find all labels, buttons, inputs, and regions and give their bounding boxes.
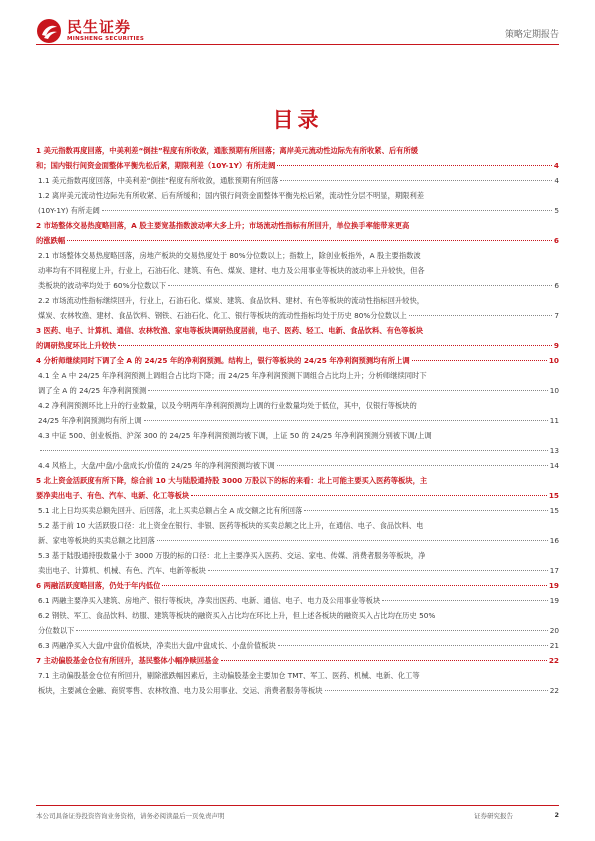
- footer-doc-type: 证券研究报告: [474, 812, 513, 820]
- toc-subsection-entry[interactable]: [36, 293, 559, 323]
- toc-section-entry[interactable]: [36, 578, 559, 593]
- toc-subsection-entry[interactable]: [36, 548, 559, 578]
- toc-entry-text: 24/25 年净利润预测均有所上调: [38, 416, 142, 425]
- toc-page-number: 13: [549, 446, 559, 455]
- toc-entry-text: 4.2 净利润预测环比上升的行业数量，以及今明两年净利润预测均上调的行业数量均处于低位，其中，仅银行等板块的: [38, 401, 417, 410]
- toc-page-number: 4: [554, 176, 559, 185]
- header-divider: [36, 44, 559, 45]
- toc-page-number: 6: [554, 281, 559, 290]
- toc-leader-dots: [382, 600, 547, 601]
- toc-entry-text: 分位数以下: [38, 626, 75, 635]
- toc-subsection-entry[interactable]: [36, 593, 559, 608]
- toc-entry-text: 6.2 钢铁、军工、食品饮料、纺服、建筑等板块的融资买入占比均在环比上升，但上述各板块的融资买入占比均在历史 50%: [38, 611, 436, 620]
- toc-entry-text: 6 两融活跃度略回落，仍处于年内低位: [36, 581, 161, 590]
- toc-entry-text: 5 北上资金活跃度有所下降，综合前 10 大与陆股通持股 3000 万股以下的标的来看：北上可能主要买入医药等板块，主: [36, 476, 428, 485]
- toc-entry-text: 的涨跌幅: [36, 236, 66, 245]
- toc-page-number: 10: [548, 356, 559, 365]
- toc-entry-text: 类板块的波动率均处于 60%分位数以下: [38, 281, 166, 290]
- toc-subsection-entry[interactable]: [36, 173, 559, 188]
- toc-leader-dots: [277, 465, 548, 466]
- toc-leader-dots: [412, 360, 547, 361]
- toc-subsection-entry[interactable]: [36, 638, 559, 653]
- toc-leader-dots: [221, 660, 547, 661]
- toc-entry-text: 调了全 A 的 24/25 年净利润预测: [38, 386, 147, 395]
- toc-subsection-entry[interactable]: [36, 503, 559, 518]
- toc-leader-dots: [280, 180, 552, 181]
- logo-chinese-name: 民生证券: [67, 18, 132, 36]
- toc-entry-text: 5.1 北上日均买卖总额先回升、后回落，北上买卖总额占全 A 成交额之比有所回落: [38, 506, 303, 515]
- toc-subsection-entry[interactable]: [36, 248, 559, 293]
- toc-page-number: 21: [549, 641, 559, 650]
- toc-leader-dots: [208, 570, 548, 571]
- toc-leader-dots: [162, 585, 546, 586]
- toc-entry-text: 7 主动偏股基金仓位有所回升，基民整体小幅净赎回基金: [36, 656, 219, 665]
- toc-leader-dots: [40, 450, 548, 451]
- toc-page-number: 22: [548, 656, 559, 665]
- toc-entry-text: 的调研热度环比上升较快: [36, 341, 117, 350]
- toc-leader-dots: [102, 210, 553, 211]
- toc-page-number: 16: [549, 536, 559, 545]
- toc-leader-dots: [278, 645, 548, 646]
- toc-leader-dots: [76, 630, 547, 631]
- toc-subsection-entry[interactable]: [36, 398, 559, 428]
- toc-leader-dots: [191, 495, 547, 496]
- toc-entry-text: 新、家电等板块的买卖总额之比回落: [38, 536, 155, 545]
- toc-entry-text: 板块，主要减仓金融、商贸零售、农林牧渔、电力及公用事业、交运、消费者服务等板块: [38, 686, 323, 695]
- toc-section-entry[interactable]: [36, 653, 559, 668]
- toc-page-number: 10: [549, 386, 559, 395]
- toc-section-entry[interactable]: [36, 473, 559, 503]
- toc-entry-text: (10Y-1Y) 有所走阔: [38, 206, 100, 215]
- toc-page-number: 11: [549, 416, 559, 425]
- toc-leader-dots: [148, 390, 547, 391]
- toc-leader-dots: [67, 240, 552, 241]
- toc-leader-dots: [409, 315, 553, 316]
- toc-page-number: 7: [554, 311, 559, 320]
- toc-entry-text: 煤炭、农林牧渔、建材、食品饮料、钢铁、石油石化、化工、银行等板块的流动性指标均处于历史 80%分位数以上: [38, 311, 407, 320]
- toc-page-number: 4: [553, 161, 559, 170]
- toc-entry-text: 4.3 中证 500、创业板指、沪深 300 的 24/25 年净利润预测均被下调，上证 50 的 24/25 年净利润预测分别被下调/上调: [38, 431, 432, 440]
- toc-entry-text: 6.3 两融净买入大盘/中盘价值板块，净卖出大盘/中盘成长、小盘价值板块: [38, 641, 276, 650]
- toc-subsection-entry[interactable]: [36, 368, 559, 398]
- toc-subsection-entry[interactable]: [36, 428, 559, 458]
- toc-entry-text: 7.1 主动偏股基金仓位有所回升，剔除涨跌幅因素后，主动偏股基金主要加仓 TMT、军工、医药、机械、电新、化工等: [38, 671, 420, 680]
- toc-entry-text: 2 市场整体交易热度略回落，A 股主要宽基指数波动率大多上升；市场流动性指标有所回升，单位换手率能带来更高: [36, 221, 410, 230]
- toc-entry-text: 动率均有不同程度上升，行业上，石油石化、建筑、有色、煤炭、建材、电力及公用事业等板块的波动率上升较快，但各: [38, 266, 425, 275]
- toc-leader-dots: [277, 165, 552, 166]
- toc-page-number: 22: [549, 686, 559, 695]
- toc-page-number: 15: [549, 506, 559, 515]
- toc-entry-text: 1.2 离岸美元流动性边际先有所收紧、后有所缓和；国内银行间资金面整体平衡先松后紧，流动性分层不明显，期限利差: [38, 191, 425, 200]
- toc-entry-text: 和；国内银行间资金面整体平衡先松后紧，期限利差（10Y-1Y）有所走阔: [36, 161, 276, 170]
- toc-entry-text: 3 医药、电子、计算机、通信、农林牧渔、家电等板块调研热度居前，电子、医药、轻工、电新、食品饮料、有色等板块: [36, 326, 424, 335]
- toc-entry-text: 1 美元指数再度回落，中美利差“倒挂”程度有所收敛，通胀预期有所回落；离岸美元流动性边际先有所收紧、后有所缓: [36, 146, 419, 155]
- toc-entry-text: 2.2 市场流动性指标继续回升，行业上，石油石化、煤炭、建筑、食品饮料、建材、有色等板块的流动性指标回升较快，: [38, 296, 425, 305]
- toc-subsection-entry[interactable]: [36, 608, 559, 638]
- toc-leader-dots: [325, 690, 548, 691]
- toc-entry-text: 5.3 基于陆股通持股数量小于 3000 万股的标的口径：北上主要净买入医药、交运、家电、传媒、消费者服务等板块，净: [38, 551, 426, 560]
- toc-page-number: 19: [549, 596, 559, 605]
- toc-leader-dots: [168, 285, 552, 286]
- toc-entry-text: 4.1 全 A 中 24/25 年净利润预测上调组合占比均下降；而 24/25 年净利润预测下调组合占比均上升；分析师继续同时下: [38, 371, 427, 380]
- toc-section-entry[interactable]: [36, 323, 559, 353]
- page-number: 2: [554, 811, 559, 819]
- footer-disclaimer: 本公司具备证券投资咨询业务资格，请务必阅读最后一页免责声明: [36, 812, 225, 820]
- company-logo: [36, 18, 144, 44]
- toc-entry-text: 6.1 两融主要净买入建筑、房地产、银行等板块，净卖出医药、电新、通信、电子、电力及公用事业等板块: [38, 596, 381, 605]
- toc-leader-dots: [304, 510, 547, 511]
- toc-entry-text: 1.1 美元指数再度回落，中美利差“倒挂”程度有所收敛，通胀预期有所回落: [38, 176, 279, 185]
- toc-subsection-entry[interactable]: [36, 668, 559, 698]
- report-type-label: 策略定期报告: [504, 30, 559, 40]
- toc-page-number: 15: [548, 491, 559, 500]
- toc-page-number: 9: [553, 341, 559, 350]
- minsheng-logo-icon: [36, 18, 62, 44]
- toc-page-number: 5: [554, 206, 559, 215]
- toc-leader-dots: [157, 540, 548, 541]
- toc-entry-text: 卖出电子、计算机、机械、有色、汽车、电新等板块: [38, 566, 206, 575]
- toc-subsection-entry[interactable]: [36, 518, 559, 548]
- toc-page-number: 17: [549, 566, 559, 575]
- toc-entry-text: 5.2 基于前 10 大活跃股口径：北上资金在银行、非银、医药等板块的买卖总额之比上升，在通信、电子、食品饮料、电: [38, 521, 424, 530]
- table-of-contents: [36, 143, 559, 698]
- toc-page-number: 20: [549, 626, 559, 635]
- toc-leader-dots: [144, 420, 548, 421]
- toc-page-number: 6: [553, 236, 559, 245]
- logo-english-name: MINSHENG SECURITIES: [67, 36, 145, 42]
- toc-page-number: 19: [548, 581, 559, 590]
- toc-subsection-entry[interactable]: [36, 188, 559, 218]
- page-header: [0, 0, 595, 60]
- toc-leader-dots: [118, 345, 552, 346]
- toc-section-entry[interactable]: [36, 218, 559, 248]
- toc-section-entry[interactable]: [36, 143, 559, 173]
- footer-divider: [36, 805, 559, 806]
- toc-entry-text: 4 分析师继续同时下调了全 A 的 24/25 年的净利润预测。结构上，银行等板块的 24/25 年净利润预测均有所上调: [36, 356, 410, 365]
- toc-section-entry[interactable]: [36, 353, 559, 368]
- toc-subsection-entry[interactable]: [36, 458, 559, 473]
- toc-page-number: 14: [549, 461, 559, 470]
- toc-title: 目录: [272, 108, 323, 132]
- toc-entry-text: 4.4 风格上，大盘/中盘/小盘成长/价值的 24/25 年的净利润预测均被下调: [38, 461, 275, 470]
- toc-entry-text: 2.1 市场整体交易热度略回落，房地产板块的交易热度处于 80%分位数以上；指数上，除创业板指外，A 股主要指数波: [38, 251, 421, 260]
- toc-entry-text: 要净卖出电子、有色、汽车、电新、化工等板块: [36, 491, 190, 500]
